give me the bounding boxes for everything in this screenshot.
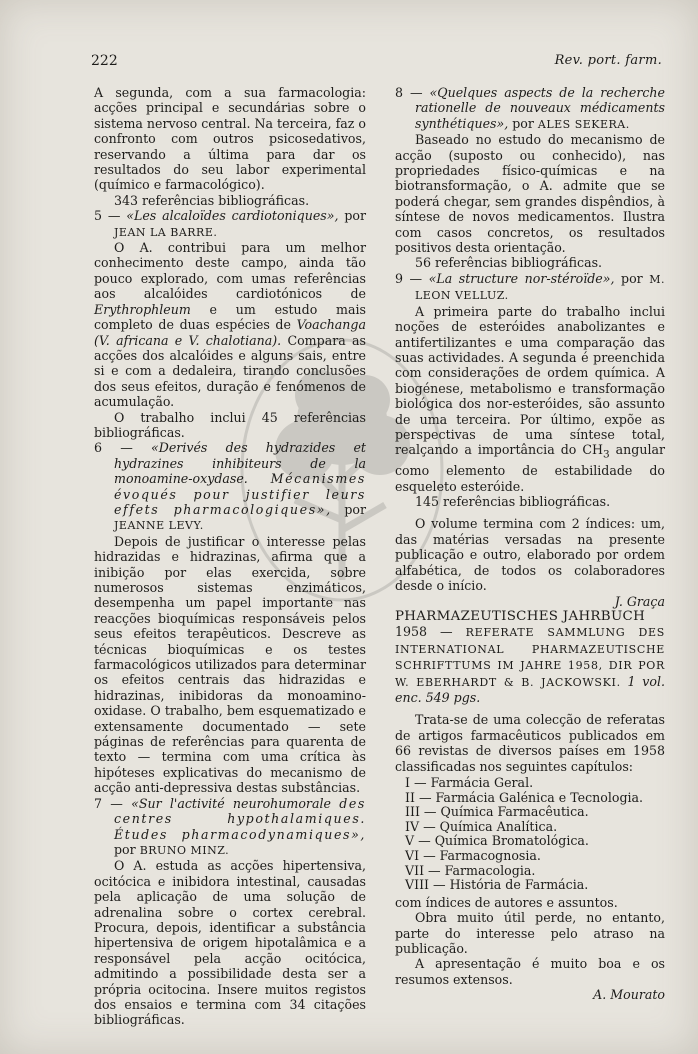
right-column xyxy=(395,85,665,1003)
text-span: A primeira parte do trabalho inclui noções de esteróides anabolizantes e antifertilizantes e uma comparação das suas actividades. A segunda é preenchida com considerações de ordem química. A biogénese, metabolismo e transformação biológica dos nor-esteróides, são assunto de uma terceira. Por último, expõe as perspectivas de uma síntese total, realçando a importância do CH xyxy=(395,303,665,458)
text-span: Compara as acções dos alcalóides e alguns sais, entre si e com a dedaleira, tirando conclusões dos seus efeitos, duração e fenómenos de acumulação. xyxy=(94,332,366,410)
page-header xyxy=(91,53,662,73)
entry-title-spaced: des centres hypothalamiques. xyxy=(114,795,366,827)
chapter-item: I — Farmácia Geral. xyxy=(405,774,534,790)
entry-title: «La structure nor-stéroïde», xyxy=(428,270,615,286)
jahrbuch-title: PHARMAZEUTISCHES JAHRBUCH xyxy=(395,608,646,624)
entry-author: JEANNE LEVY. xyxy=(114,519,204,533)
presentation-note: A apresentação é muito boa e os resumos extensos. xyxy=(395,956,665,987)
text-span: O A. contribui para um melhor conhecimento deste campo, ainda tão pouco explorado, com umas referências aos alcalóides cardiotónicos de xyxy=(94,240,366,302)
entry-8-references: 56 referências bibliográficas. xyxy=(415,255,603,271)
entry-number: 7 — xyxy=(94,795,132,811)
chapter-item: V — Química Bromatológica. xyxy=(405,833,589,849)
entry-6-summary: Depois de justificar o interesse pelas hidrazidas e hidrazinas, afirma que a inibição por elas exercida, sobre numerosos sistemas enzimáticos, desempenha um papel importante nas reacções bioquímicas responsáveis pelos seus efeitos terapêuticos. Descreve as técnicas bioquímicas e os testes farmacológicos utilizados para determinar os efeitos centrais das hidrazidas e hidrazinas, inibidoras da monoamino-oxidase. O trabalho, bem esquematizado e extensamente documentado — sete páginas de referências para quarenta de texto — termina com uma crítica às hipóteses explicativas do mecanismo de acção anti-depressiva destas substâncias. xyxy=(94,533,366,796)
entry-by: por xyxy=(344,501,366,517)
jahrbuch-summary: Trata-se de uma colecção de referatas de artigos farmacêuticos publicados em 66 revistas de diversos países em 1958 classificadas nos seguintes capítulos: xyxy=(395,712,665,774)
references-count: 343 referências bibliográficas. xyxy=(114,192,310,208)
signature-graca: J. Graça xyxy=(614,593,665,609)
entry-5-references: O trabalho inclui 45 referências bibliográficas. xyxy=(94,409,366,440)
signature-mourato: A. Mourato xyxy=(593,987,665,1003)
entry-number: 5 — xyxy=(94,208,127,224)
entry-8-summary: Baseado no estudo do mecanismo de acção (suposto ou conhecido), nas propriedades físico-químicas e na biotransformação, o A. admite que se poderá chegar, sem grandes dispêndios, à síntese de novos medicamentos. Ilustra com casos concretos, os resultados positivos desta orientação. xyxy=(395,132,665,256)
running-head: Rev. port. farm. xyxy=(554,53,662,68)
entry-by: por xyxy=(621,270,643,286)
italic-span: Erythrophleum xyxy=(94,301,191,317)
entry-author: M. LEON VELLUZ. xyxy=(415,272,665,303)
entry-by: por xyxy=(114,841,136,857)
entry-5 xyxy=(94,208,366,240)
entry-title-spaced: Mécanismes évoqués pour justifier leurs effets pharmacologiques», xyxy=(114,471,366,517)
left-column xyxy=(94,85,366,1028)
entry-8 xyxy=(395,85,665,132)
chapter-item: IV — Química Analítica. xyxy=(405,818,558,834)
entry-6 xyxy=(94,440,366,533)
entry-title: «Les alcaloïdes cardiotoniques», xyxy=(126,208,339,224)
entry-by: por xyxy=(344,208,366,224)
entry-number: 9 — xyxy=(395,270,429,286)
entry-9-summary xyxy=(395,304,665,494)
jahrbuch-volume: 1 vol. enc. 549 pgs. xyxy=(395,673,665,705)
text-span: angular como elemento de estabilidade do esqueleto esteróide. xyxy=(395,442,665,494)
entry-number: 6 — xyxy=(94,440,152,456)
entry-author: BRUNO MINZ. xyxy=(139,843,230,857)
entry-author: ALES SEKERA. xyxy=(537,117,630,131)
entry-title: «Derivés des hydrazides et hydrazines inhibiteurs de la monoamine-oxydase. xyxy=(114,440,366,487)
chapter-item: II — Farmácia Galénica e Tecnologia. xyxy=(405,789,644,805)
subscript: 3 xyxy=(602,448,610,461)
entry-title: «Sur l'activité neurohumorale xyxy=(131,795,331,811)
entry-7 xyxy=(94,796,366,859)
chapter-list xyxy=(395,776,665,893)
chapter-item: VIII — História de Farmácia. xyxy=(405,877,589,893)
jahrbuch-year: 1958 — xyxy=(395,624,466,640)
entry-by: por xyxy=(512,115,534,131)
entry-title-spaced: Études pharmacodynamiques», xyxy=(114,826,366,842)
page-number: 222 xyxy=(91,53,118,69)
chapter-item: III — Química Farmacêutica. xyxy=(405,804,589,820)
italic-span: Voachanga (V. africana e V. chalotiana). xyxy=(94,317,366,348)
utility-note: Obra muito útil perde, no entanto, parte do interesse pelo atraso na publicação. xyxy=(395,910,665,956)
entry-9-references: 145 referências bibliográficas. xyxy=(415,494,611,510)
entry-9 xyxy=(395,271,665,304)
jahrbuch-citation xyxy=(395,624,665,705)
text-span: e um estudo mais completo de duas espécies de xyxy=(94,301,366,333)
entry-5-summary xyxy=(94,240,366,409)
entry-author: JEAN LA BARRE. xyxy=(114,225,218,239)
entry-title: «Quelques aspects de la recherche rationelle de nouveaux médicaments synthétiques», xyxy=(415,85,665,131)
volume-summary: O volume termina com 2 índices: um, das matérias versadas na presente publicação e outro, elaborado por ordem alfabética, de todos os colaboradores desde o início. xyxy=(395,516,665,594)
entry-number: 8 — xyxy=(395,85,430,100)
chapter-item: VII — Farmacologia. xyxy=(405,862,536,878)
chapter-item: VI — Farmacognosia. xyxy=(405,847,541,863)
entry-7-summary: O A. estuda as acções hipertensiva, ocitócica e inibidora intestinal, causadas pela aplicação de uma solução de adrenalina sobre o cortex cerebral. Procura, depois, identificar a substância hipertensiva de origem hipotalâmica e a responsável pela acção ocitócica, admitindo a possibilidade desta ser a própria ocitocina. Insere muitos registos dos ensaios e termina com 34 citações bibliográficas. xyxy=(94,858,366,1028)
intro-paragraph: A segunda, com a sua farmacologia: acções principal e secundárias sobre o sistema nervoso central. Na terceira, faz o confronto com outros psicosedativos, reservando a última para dar os resultados do seu labor experimental (químico e farmacológico). xyxy=(94,85,367,193)
jahrbuch-subtitle: REFERATE SAMMLUNG DES INTERNATIONAL PHARMAZEUTISCHE SCHRIFTTUMS IM JAHRE 1958, DIR POR W. EBERHARDT & B. JACKOWSKI. xyxy=(395,626,665,689)
indices-note: com índices de autores e assuntos. xyxy=(395,894,618,910)
